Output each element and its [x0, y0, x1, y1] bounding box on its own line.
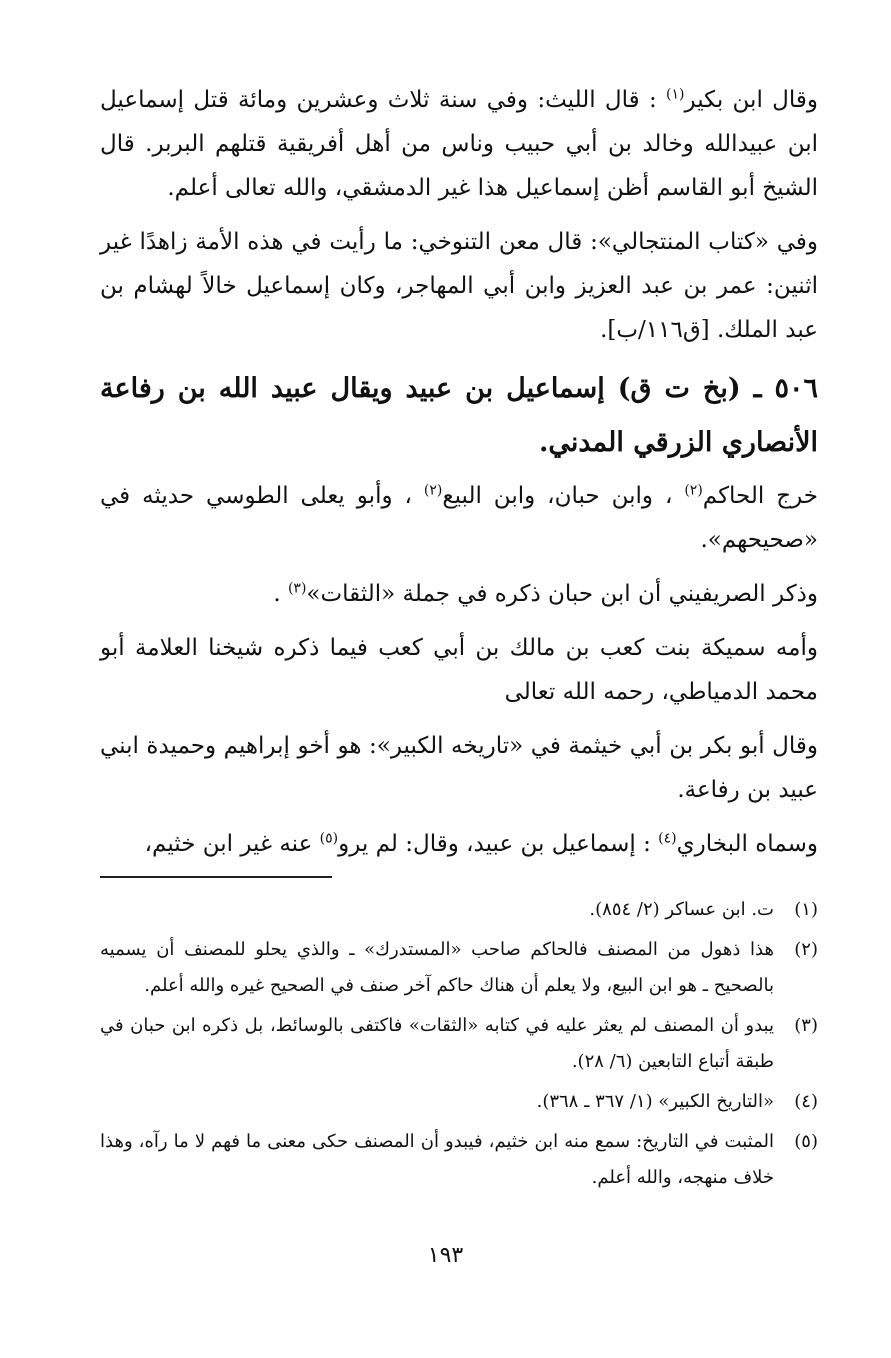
footnote-text: «التاريخ الكبير» (١/ ٣٦٧ ـ ٣٦٨). — [536, 1091, 774, 1112]
entry-heading: ٥٠٦ ـ (بخ ت ق) إسماعيل بن عبيد ويقال عبيد الله بن رفاعة الأنصاري الزرقي المدني. — [100, 373, 818, 458]
footnote-ref: (٢) — [684, 482, 703, 499]
footnote-ref: (٢) — [423, 482, 443, 499]
footnote-ref: (٥) — [319, 830, 339, 847]
paragraph-kharaja — [100, 474, 818, 562]
footnotes — [100, 892, 818, 1196]
text: وذكر الصريفيني أن ابن حبان ذكره في جملة «الثقات» — [306, 581, 818, 607]
text: : إسماعيل بن عبيد، وقال: لم يرو — [338, 831, 659, 857]
footnote-number: (٥) — [794, 1131, 818, 1152]
footnote-text: هذا ذهول من المصنف فالحاكم صاحب «المستدرك» ـ والذي يحلو للمصنف أن يسميه بالصحيح ـ هو ابن البيع، ولا يعلم أن هناك حاكم آخر صنف في الصحيح غيره والله أعلم. — [100, 939, 774, 996]
paragraph-abu-bakr: وقال أبو بكر بن أبي خيثمة في «تاريخه الكبير»: هو أخو إبراهيم وحميدة ابني عبيد بن رفاعة. — [100, 733, 818, 803]
text: خرج الحاكم — [702, 483, 818, 509]
footnote-ref: (٤) — [658, 830, 677, 847]
footnote-number: (٢) — [794, 939, 818, 960]
page-body — [100, 78, 818, 1200]
footnote-number: (٤) — [794, 1091, 818, 1112]
paragraph-ibn-bukair — [100, 78, 818, 210]
footnote-divider — [100, 876, 332, 878]
footnote-number: (١) — [794, 899, 818, 920]
footnote-text: المثبت في التاريخ: سمع منه ابن خثيم، فيبدو أن المصنف حكى معنى ما فهم لا ما رآه، وهذا خلاف منهجه، والله أعلم. — [100, 1131, 774, 1188]
paragraph-sarifini — [100, 572, 818, 616]
text: : قال الليث: وفي سنة ثلاث وعشرين ومائة قتل إسماعيل ابن عبيدالله وخالد بن أبي حبيب وناس من أهل أفريقية قتلهم البربر. قال الشيخ أبو القاسم أظن إسماعيل هذا غير الدمشقي، والله تعالى أعلم. — [100, 87, 818, 201]
text: عنه غير ابن خثيم، — [144, 831, 320, 857]
footnote — [100, 1008, 818, 1080]
footnote-ref: (١) — [666, 86, 685, 103]
footnote — [100, 1084, 818, 1120]
text: ، وابن حبان، وابن البيع — [442, 483, 685, 509]
text: ، وأبو يعلى الطوسي حديثه في «صحيحهم». — [100, 483, 818, 553]
paragraph-mother: وأمه سميكة بنت كعب بن مالك بن أبي كعب فيما ذكره شيخنا العلامة أبو محمد الدمياطي، رحمه الله تعالى — [100, 635, 818, 705]
text: وقال ابن بكير — [684, 87, 818, 113]
footnote-text: يبدو أن المصنف لم يعثر عليه في كتابه «الثقات» فاكتفى بالوسائط، بل ذكره ابن حبان في طبقة أتباع التابعين (٦/ ٢٨). — [100, 1015, 774, 1072]
footnote-ref: (٣) — [287, 580, 307, 597]
footnote-number: (٣) — [794, 1015, 818, 1036]
text: . — [273, 581, 288, 607]
footnote — [100, 932, 818, 1004]
footnote — [100, 892, 818, 928]
paragraph-muntajali: وفي «كتاب المنتجالي»: قال معن التنوخي: ما رأيت في هذه الأمة زاهدًا غير اثنين: عمر بن عبد العزيز وابن أبي المهاجر، وكان إسماعيل خالاً لهشام بن عبد الملك. [ق١١٦/ب]. — [100, 229, 818, 343]
page-number: ١٩٣ — [427, 1243, 464, 1268]
footnote — [100, 1124, 818, 1196]
paragraph-bukhari — [100, 822, 818, 866]
text: وسماه البخاري — [676, 831, 818, 857]
footnote-text: ت. ابن عساكر (٢/ ٨٥٤). — [589, 899, 774, 920]
